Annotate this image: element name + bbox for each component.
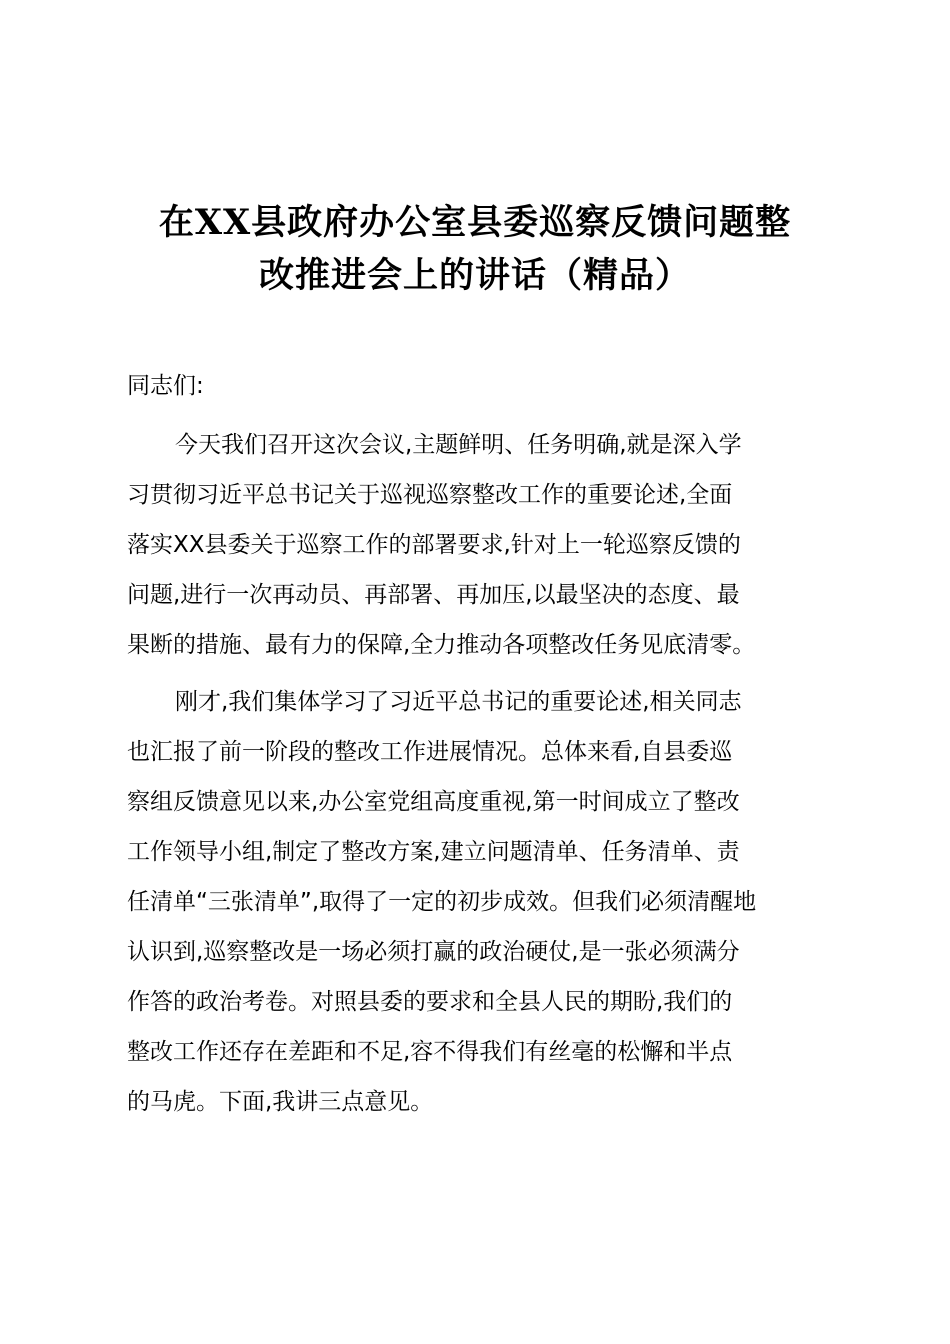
paragraph-line: 也汇报了前一阶段的整改工作进展情况。总体来看,自县委巡 [127, 739, 733, 765]
paragraph-line: 果断的措施、最有力的保障,全力推动各项整改任务见底清零。 [127, 632, 756, 658]
paragraph-2 [127, 677, 827, 1127]
paragraph-1 [127, 420, 827, 670]
paragraph-line: 认识到,巡察整改是一场必须打赢的政治硬仗,是一张必须满分 [127, 939, 740, 965]
paragraph-line: 作答的政治考卷。对照县委的要求和全县人民的期盼,我们的 [127, 989, 733, 1015]
paragraph-line: 刚才,我们集体学习了习近平总书记的重要论述,相关同志 [175, 689, 742, 715]
document-title [100, 196, 850, 302]
paragraph-line: 落实XX县委关于巡察工作的部署要求,针对上一轮巡察反馈的 [127, 532, 741, 558]
paragraph-line: 整改工作还存在差距和不足,容不得我们有丝毫的松懈和半点 [127, 1039, 733, 1065]
title-line: 改推进会上的讲话（精品） [258, 255, 691, 296]
greeting: 同志们: [127, 373, 204, 399]
title-line: 在XX县政府办公室县委巡察反馈问题整 [158, 202, 792, 243]
paragraph-line: 问题,进行一次再动员、再部署、再加压,以最坚决的态度、最 [127, 582, 740, 608]
paragraph-line: 今天我们召开这次会议,主题鲜明、任务明确,就是深入学 [175, 432, 742, 458]
paragraph-line: 的马虎。下面,我讲三点意见。 [127, 1089, 434, 1115]
paragraph-line: 察组反馈意见以来,办公室党组高度重视,第一时间成立了整改 [127, 789, 740, 815]
paragraph-line: 习贯彻习近平总书记关于巡视巡察整改工作的重要论述,全面 [127, 482, 733, 508]
paragraph-line: 工作领导小组,制定了整改方案,建立问题清单、任务清单、责 [127, 839, 740, 865]
paragraph-line: 任清单“三张清单”,取得了一定的初步成效。但我们必须清醒地 [127, 889, 757, 915]
